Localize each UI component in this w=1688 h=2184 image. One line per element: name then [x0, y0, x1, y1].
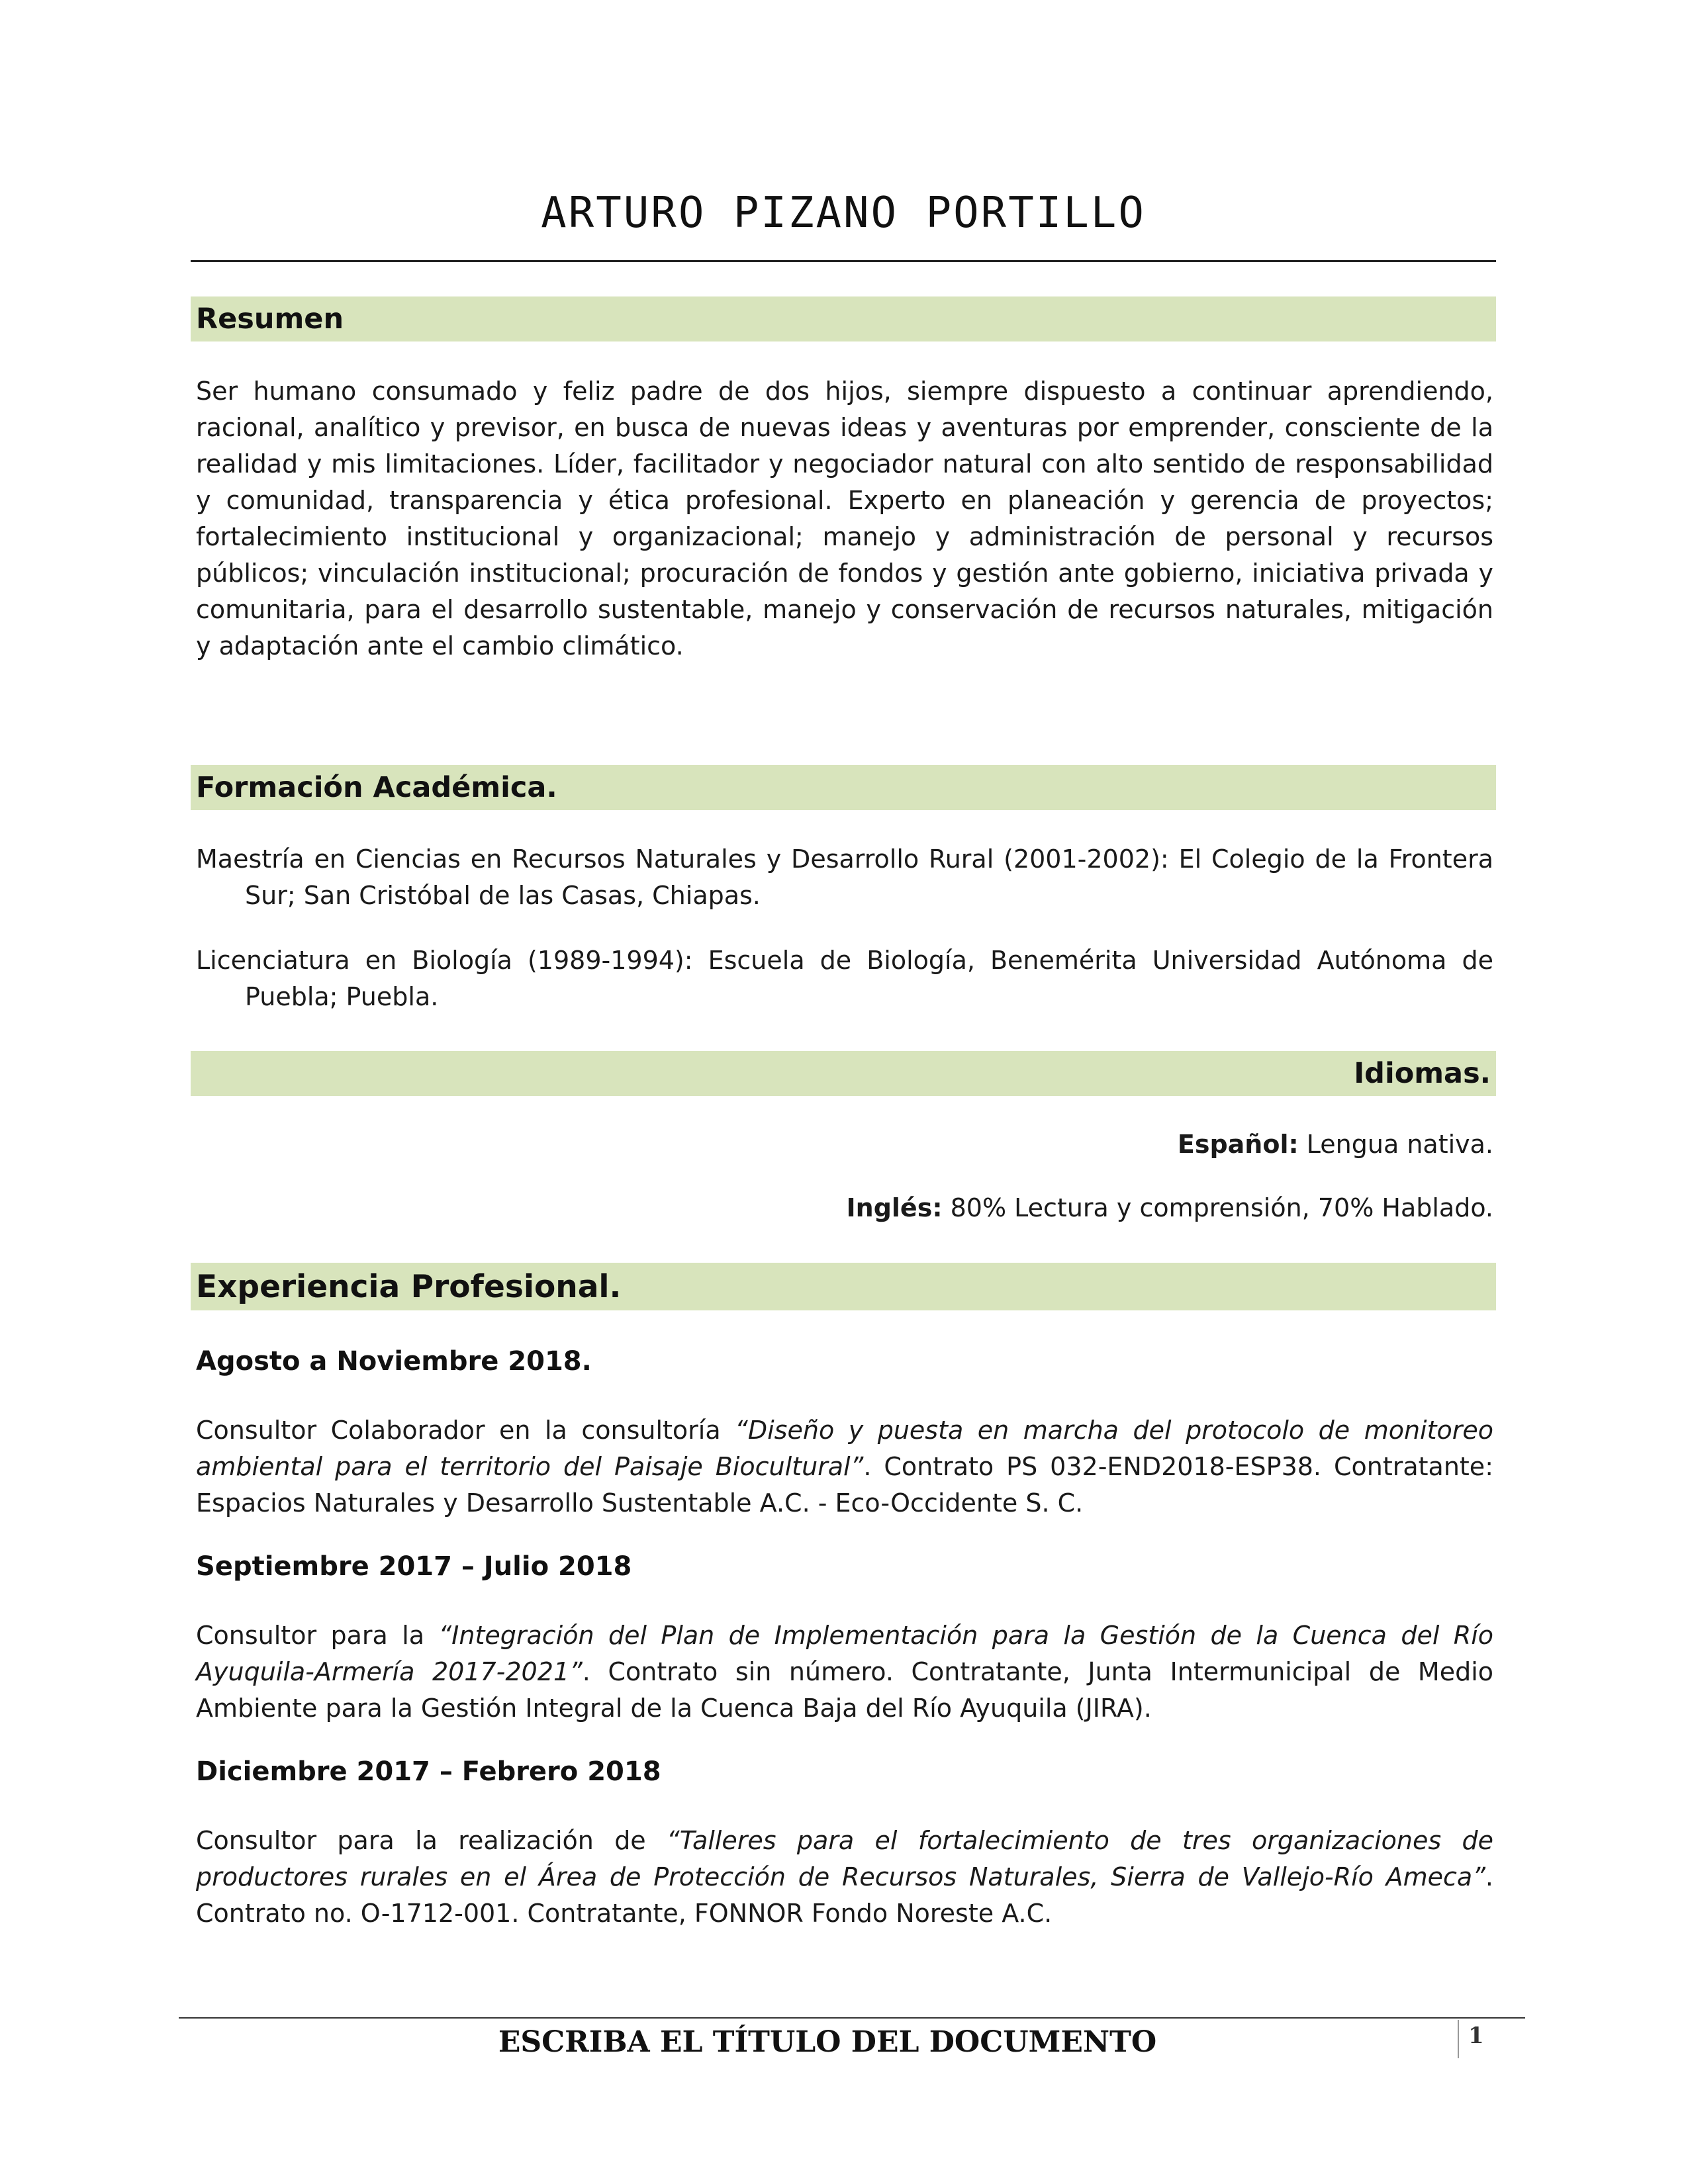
experience-date: Diciembre 2017 – Febrero 2018 — [196, 1756, 661, 1787]
section-heading-resumen — [191, 296, 1496, 341]
page-title: ARTURO PIZANO PORTILLO — [541, 189, 1146, 238]
experience-description — [196, 1412, 1493, 1522]
experience-text: Consultor para la realización de — [196, 1826, 667, 1855]
formacion-item: Licenciatura en Biología (1989-1994): Escuela de Biología, Benemérita Universidad Autónoma de Puebla; Puebla. — [196, 946, 1493, 1011]
page-number: 1 — [1468, 2023, 1484, 2049]
experience-project-title: “Diseño y puesta en marcha del protocolo de monitoreo ambiental para el territorio del Paisaje Biocultural” — [196, 1416, 1493, 1481]
section-heading-label: Experiencia Profesional. — [196, 1268, 622, 1305]
idioma-label: Inglés: — [846, 1193, 943, 1222]
experience-project-title: “Talleres para el fortalecimiento de tres organizaciones de productores rurales en el Área de Protección de Recursos Naturales, Sierra de Vallejo-Río Ameca” — [196, 1826, 1494, 1891]
experience-date: Septiembre 2017 – Julio 2018 — [196, 1551, 632, 1582]
section-heading-label: Formación Académica. — [196, 771, 557, 804]
experience-text: . Contrato PS 032-END2018-ESP38. Contratante: Espacios Naturales y Desarrollo Sustentable A.C. - Eco-Occidente S. C. — [196, 1452, 1493, 1518]
section-heading-experiencia — [191, 1263, 1496, 1310]
idioma-value: Lengua nativa. — [1298, 1130, 1493, 1159]
experience-text: . Contrato sin número. Contratante, Junta Intermunicipal de Medio Ambiente para la Gestión Integral de la Cuenca Baja del Río Ayuquila (JIRA). — [196, 1657, 1494, 1723]
idioma-line — [196, 1126, 1493, 1163]
experience-project-title: “Integración del Plan de Implementación para la Gestión de la Cuenca del Río Ayuquila-Armería 2017-2021” — [196, 1621, 1493, 1686]
footer-separator — [1458, 2020, 1459, 2058]
experience-description — [196, 1617, 1493, 1727]
section-heading-idiomas — [191, 1051, 1496, 1096]
idioma-line — [196, 1190, 1493, 1226]
experience-text: Consultor para la — [196, 1621, 439, 1650]
section-heading-formacion — [191, 765, 1496, 810]
idioma-label: Español: — [1177, 1130, 1299, 1159]
experience-date: Agosto a Noviembre 2018. — [196, 1346, 592, 1377]
formacion-item: Maestría en Ciencias en Recursos Naturales y Desarrollo Rural (2001-2002): El Colegio de la Frontera Sur; San Cristóbal de las Casas, Chiapas. — [196, 844, 1493, 910]
experience-description — [196, 1823, 1493, 1932]
resumen-paragraph: Ser humano consumado y feliz padre de dos hijos, siempre dispuesto a continuar aprendiendo, racional, analítico y previsor, en busca de nuevas ideas y aventuras por emprender, consciente de la realidad y mis limitaciones. Líder, facilitador y negociador natural con alto sentido de responsabilidad y comunidad, transparencia y ética profesional. Experto en planeación y gerencia de proyectos; fortalecimiento institucional y organizacional; manejo y administración de personal y recursos públicos; vinculación institucional; procuración de fondos y gestión ante gobierno, iniciativa privada y comunitaria, para el desarrollo sustentable, manejo y conservación de recursos naturales, mitigación y adaptación ante el cambio climático. — [196, 377, 1493, 660]
section-heading-label: Idiomas. — [1354, 1057, 1491, 1090]
section-heading-label: Resumen — [196, 302, 344, 336]
title-divider — [191, 260, 1496, 262]
footer-divider — [179, 2017, 1525, 2019]
experience-text: Consultor Colaborador en la consultoría — [196, 1416, 735, 1445]
idioma-value: 80% Lectura y comprensión, 70% Hablado. — [942, 1193, 1493, 1222]
experience-text: . Contrato no. O-1712-001. Contratante, FONNOR Fondo Noreste A.C. — [196, 1862, 1493, 1928]
footer-title: ESCRIBA EL TÍTULO DEL DOCUMENTO — [498, 2025, 1157, 2059]
